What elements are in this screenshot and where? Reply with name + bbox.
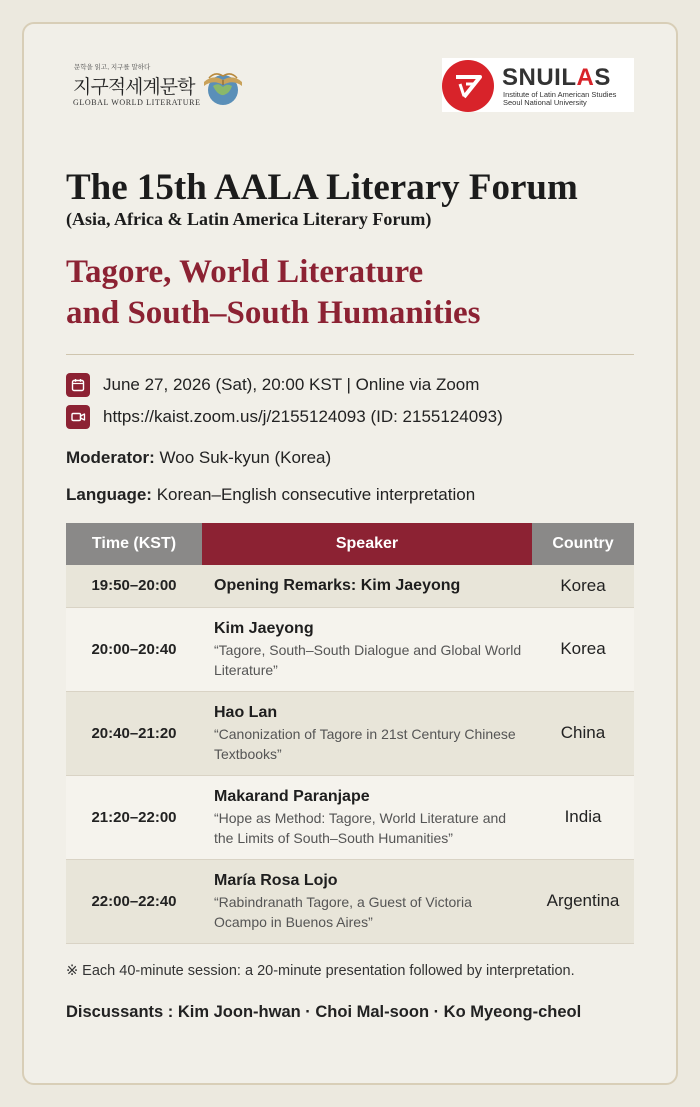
logo-tagline: 문학을 읽고, 지구를 말하다 [74,64,151,71]
speaker-country: China [532,691,634,775]
speaker-name: Makarand Paranjape [214,787,370,805]
time-column-header: Time (KST) [66,523,202,565]
table-row [66,775,634,859]
logo-bar [66,56,634,116]
table-row [66,859,634,943]
logo-english-name: GLOBAL WORLD LITERATURE [73,98,201,107]
table-row [66,607,634,691]
discussants: Discussants : Kim Joon-hwan · Choi Mal-soon · Ko Myeong-cheol [66,1003,582,1021]
moderator-label: Moderator: [66,448,155,467]
schedule-table [66,523,634,944]
forum-theme-line-1: Tagore, World Literature [66,254,424,290]
speaker-country: Korea [532,607,634,691]
speaker-name: Opening Remarks: Kim Jaeyong [214,576,461,594]
event-date-text: June 27, 2026 (Sat), 20:00 KST | Online via Zoom [103,375,480,394]
speaker-column-header: Speaker [202,523,532,565]
page-title: The 15th AALA Literary Forum [66,167,578,208]
snuilas-institute-text: Institute of Latin American Studies Seoul National University [503,90,617,107]
language-label: Language: [66,485,152,504]
session-time: 20:40–21:20 [66,691,202,775]
logo-korean-name: 지구적세계문학 [73,76,195,98]
page-subtitle: (Asia, Africa & Latin America Literary Forum) [66,209,432,229]
speaker-country: India [532,775,634,859]
calendar-icon [66,373,90,397]
event-date-row [66,373,479,397]
session-time: 22:00–22:40 [66,859,202,943]
moderator-value: Woo Suk-kyun (Korea) [159,448,332,467]
zoom-link[interactable]: https://kaist.zoom.us/j/2155124093 (ID: 2155124093) [103,407,503,426]
session-time: 19:50–20:00 [66,565,202,607]
talk-title: “Canonization of Tagore in 21st Century Chinese Textbooks” [214,725,516,762]
snuilas-wordmark: SNUILAS [502,64,611,91]
language-line [66,485,475,505]
zoom-link-row [66,405,503,429]
speaker-name: Kim Jaeyong [214,619,314,637]
session-speaker [202,607,532,691]
session-speaker [202,775,532,859]
session-speaker [202,859,532,943]
forum-theme-line-2: and South–South Humanities [66,295,481,331]
speaker-country: Korea [532,565,634,607]
session-speaker [202,565,532,607]
forum-theme [66,252,480,334]
video-camera-icon [66,405,90,429]
talk-title: “Rabindranath Tagore, a Guest of Victoria Ocampo in Buenos Aires” [214,893,472,930]
global-world-literature-logo [66,60,256,110]
table-row [66,565,634,607]
session-time: 21:20–22:00 [66,775,202,859]
speaker-name: María Rosa Lojo [214,871,338,889]
session-speaker [202,691,532,775]
session-time: 20:00–20:40 [66,607,202,691]
schedule-header-row [66,523,634,565]
speaker-name: Hao Lan [214,703,278,721]
divider [66,354,634,355]
moderator-line [66,448,331,468]
talk-title: “Hope as Method: Tagore, World Literature and the Limits of South–South Humanities” [214,809,507,846]
session-note: ※ Each 40-minute session: a 20-minute presentation followed by interpretation. [66,963,575,979]
table-row [66,691,634,775]
book-globe-icon [201,66,245,108]
language-value: Korean–English consecutive interpretation [156,485,476,504]
talk-title: “Tagore, South–South Dialogue and Global World Literature” [214,641,522,678]
speaker-country: Argentina [532,859,634,943]
snuilas-emblem-icon [442,60,494,112]
snuilas-logo [442,58,634,112]
country-column-header: Country [532,523,634,565]
